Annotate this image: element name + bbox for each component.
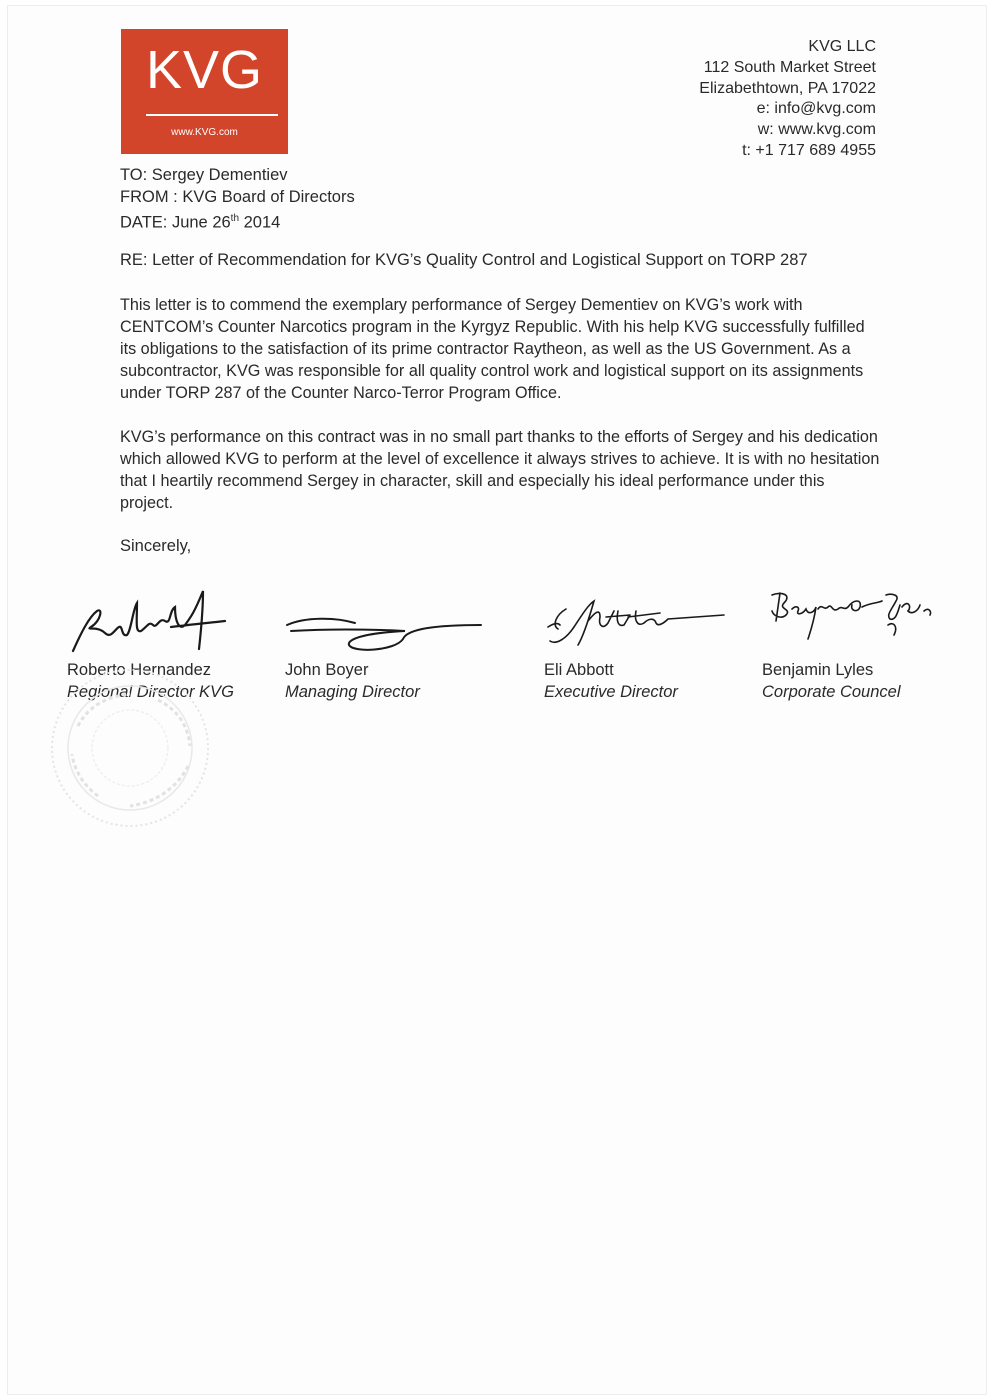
city-state-zip: Elizabethtown, PA 17022 [699,79,876,97]
signature-boyer [285,581,505,659]
logo-rule [146,114,278,116]
company-address [576,37,876,162]
signatory-title: Regional Director KVG [67,683,234,701]
closing-salutation: Sincerely, [120,537,192,555]
company-name: KVG LLC [808,38,876,55]
signature-hernandez [67,581,287,659]
date-ordinal: th [230,213,240,224]
body-paragraph: This letter is to commend the exemplary performance of Sergey Dementiev on KVG’s work with CENTCOM’s Counter Narcotics program in the Kyrgyz Republic. With his help KVG successfully fulfilled its obligations to the satisfaction of its prime contractor Raytheon, as well as the US Government. As a subcontractor, KVG was responsible for all quality control work and logistical support on its assignments under TORP 287 of the Counter Narco-Terror Program Office. [120,296,865,402]
signatory-block [762,581,990,703]
memo-date [120,208,355,234]
subject-line: RE: Letter of Recommendation for KVG’s Quality Control and Logistical Support on TORP 287 [120,251,808,269]
signatory-title: Managing Director [285,683,420,701]
signatory-name: Eli Abbott [544,661,614,679]
signature-abbott [544,581,764,659]
embossed-seal [38,666,223,831]
memo-from: FROM : KVG Board of Directors [120,188,355,206]
memo-header [120,164,355,234]
email-line: e: info@kvg.com [756,100,876,118]
signatory-title: Corporate Councel [762,683,901,701]
signatory-block [285,581,515,703]
signatory-name: Benjamin Lyles [762,661,874,679]
signatory-name: John Boyer [285,661,369,679]
body-paragraph: KVG’s performance on this contract was in no small part thanks to the efforts of Sergey and his dedication which allowed KVG to perform at the level of excellence it always strives to achieve. It is with no hesitation that I heartily recommend Sergey in character, skill and especially his ideal performance under this project. [120,428,880,512]
date-year: 2014 [239,213,281,232]
phone-line: t: +1 717 689 4955 [742,141,876,159]
signatory-block [544,581,774,703]
signatory-title: Executive Director [544,683,678,701]
street-address: 112 South Market Street [703,58,876,76]
logo-mark: KVG [145,40,264,100]
web-line: w: www.kvg.com [757,121,876,139]
signature-lyles [762,581,982,659]
kvg-logo [121,29,288,154]
logo-url: www.KVG.com [171,127,238,138]
letter-page [8,6,986,1394]
memo-to: TO: Sergey Dementiev [120,166,288,184]
signatory-name: Roberto Hernandez [67,661,212,679]
date-prefix: DATE: June 26 [120,213,231,232]
